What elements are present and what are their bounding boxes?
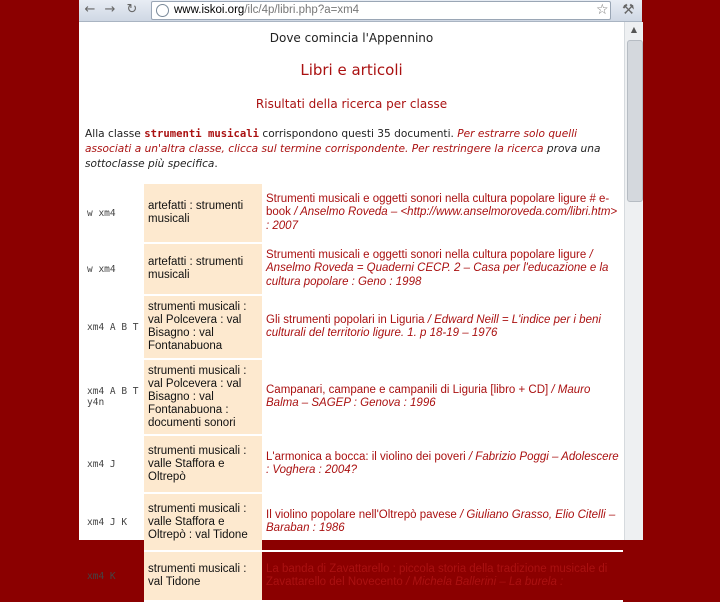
row-code: xm4 J K <box>87 516 128 528</box>
ref-title[interactable]: L'armonica a bocca: il violino dei poveri <box>266 450 466 463</box>
intro-count: corrispondono questi 35 documenti. <box>259 128 458 140</box>
row-class-link[interactable]: strumenti musicali : val Polcevera : val Bisagno : val Fontanabuona : documenti sonori <box>144 359 262 435</box>
table-row <box>85 184 623 243</box>
browser-window <box>79 0 642 588</box>
intro-end: . <box>214 158 218 170</box>
table-row <box>85 295 623 359</box>
url-path: /ilc/4p/libri.php?a=xm4 <box>244 4 360 16</box>
wrench-icon[interactable]: ⚒ <box>622 2 635 18</box>
scrollbar-thumb[interactable] <box>627 40 643 202</box>
url-host: www.iskoi.org <box>174 4 245 16</box>
ref-details: / Anselmo Roveda = Quaderni CECP. 2 – Casa per l'educazione e la cultura popolare : Geno : 1998 <box>266 248 609 288</box>
site-title[interactable]: Dove comincia l'Appennino <box>269 31 434 45</box>
table-row <box>85 359 623 435</box>
scroll-up-icon[interactable]: ▲ <box>630 25 638 34</box>
row-reference <box>262 359 623 435</box>
globe-icon <box>156 4 169 17</box>
intro-prefix: Alla classe <box>85 128 145 140</box>
ref-title[interactable]: Il violino popolare nell'Oltrepò pavese <box>266 508 457 521</box>
table-row <box>85 243 623 295</box>
ref-details: / Michela Ballerini – La burela : <box>402 576 564 588</box>
row-reference <box>262 435 623 493</box>
vertical-scrollbar[interactable] <box>624 22 643 540</box>
row-code: xm4 A B T y4n <box>87 386 139 408</box>
reload-icon[interactable]: ↻ <box>126 2 138 17</box>
row-class-link[interactable]: strumenti musicali : valle Staffora e Oltrepò : val Tidone <box>144 493 262 551</box>
ref-details: / Edward Neill = L'indice per i beni culturali del territorio ligure. 1. p 18-19 – 1976 <box>266 313 601 339</box>
table-row <box>85 435 623 493</box>
row-class-link[interactable]: artefatti : strumenti musicali <box>144 184 262 243</box>
row-code: xm4 J <box>87 458 116 470</box>
intro-class-name: strumenti musicali <box>144 128 259 140</box>
row-class-link[interactable]: strumenti musicali : val Tidone <box>144 551 262 601</box>
bookmark-star-icon[interactable]: ☆ <box>596 2 609 18</box>
browser-toolbar <box>79 0 642 22</box>
row-class-link[interactable]: strumenti musicali : val Polcevera : val Bisagno : val Fontanabuona <box>144 295 262 359</box>
row-reference <box>262 493 623 551</box>
row-code: w xm4 <box>87 263 116 275</box>
ref-title[interactable]: Strumenti musicali e oggetti sonori nella cultura popolare ligure <box>266 248 587 261</box>
table-row <box>85 551 623 601</box>
row-class-link[interactable]: strumenti musicali : valle Staffora e Oltrepò <box>144 435 262 493</box>
row-class-link[interactable]: artefatti : strumenti musicali <box>144 243 262 295</box>
address-bar[interactable] <box>151 1 611 20</box>
back-arrow-icon[interactable]: ← <box>84 2 96 17</box>
row-code: xm4 K <box>87 570 116 582</box>
intro-help: Per estrarre solo quelli associati a un'altra classe, clicca sul termine corrispondente. Per restringere la ricerca <box>85 128 578 155</box>
row-code: w xm4 <box>87 208 116 219</box>
row-reference <box>262 295 623 359</box>
ref-details: / Giuliano Grasso, Elio Citelli – Baraban : 1986 <box>266 508 616 534</box>
ref-title[interactable]: Strumenti musicali e oggetti sonori nella cultura popolare ligure # e-book <box>266 192 610 219</box>
intro-text <box>85 127 615 172</box>
results-table <box>85 184 623 602</box>
table-row <box>85 493 623 551</box>
ref-details: / Anselmo Roveda – <http://www.anselmoroveda.com/libri.htm> : 2007 <box>266 206 618 232</box>
row-reference <box>262 243 623 295</box>
row-reference <box>262 551 623 601</box>
row-reference <box>262 184 623 243</box>
ref-title[interactable]: La banda di Zavattarello : piccola storia della tradizione musicale di Zavattarello del Novecento <box>266 562 608 588</box>
subclass-link[interactable]: prova una sottoclasse più specifica <box>85 143 601 170</box>
page-content <box>79 22 624 588</box>
ref-details: / Mauro Balma – SAGEP : Genova : 1996 <box>266 383 591 409</box>
page-heading: Libri e articoli <box>300 61 403 79</box>
ref-title[interactable]: Campanari, campane e campanili di Liguria [libro + CD] <box>266 383 549 396</box>
ref-details: / Fabrizio Poggi – Adolescere : Voghera : 2004? <box>266 450 619 476</box>
ref-title[interactable]: Gli strumenti popolari in Liguria <box>266 313 425 326</box>
page-subheading: Risultati della ricerca per classe <box>255 97 448 111</box>
row-code: xm4 A B T <box>87 321 139 333</box>
forward-arrow-icon[interactable]: → <box>104 2 116 17</box>
